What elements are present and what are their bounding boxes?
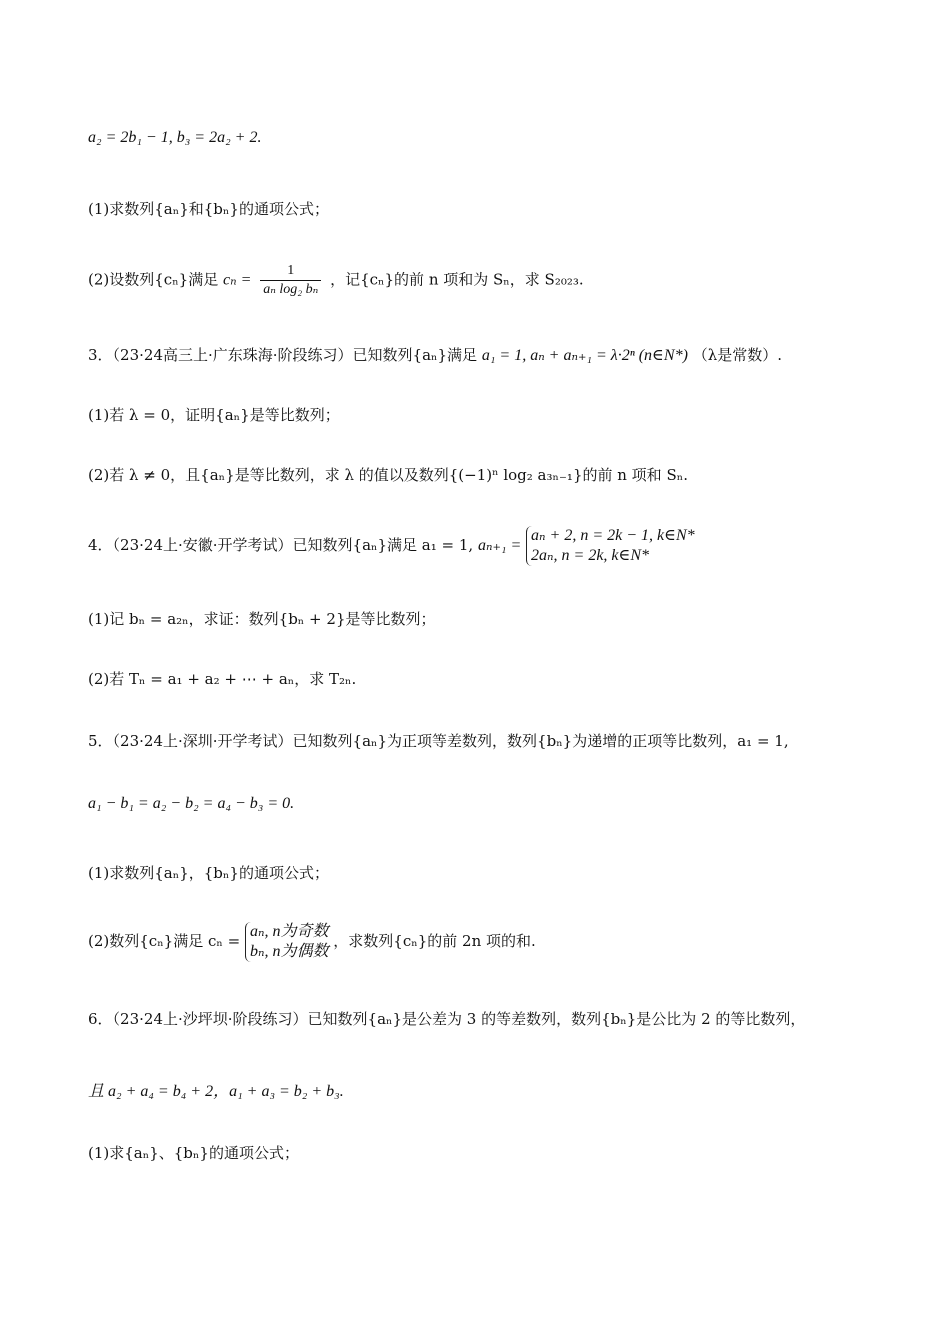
q6-condition: 且 a₂ + a₄ = b₄ + 2，a₁ + a₃ = b₂ + b₃. bbox=[88, 1083, 344, 1100]
q5-condition: a₁ − b₁ = a₂ − b₂ = a₄ − b₃ = 0. bbox=[88, 795, 295, 812]
q6-title: 6．（23·24上·沙坪坝·阶段练习）已知数列{aₙ}是公差为 3 的等差数列，数列{bₙ}是公比为 2 的等比数列， bbox=[88, 1010, 806, 1028]
q3-part1: (1)若 λ = 0，证明{aₙ}是等比数列； bbox=[88, 406, 340, 424]
fraction: $\frac{1}{\text{aₙ log₂ bₙ}}$ bbox=[260, 262, 321, 299]
q5-part1: (1)求数列{aₙ}，{bₙ}的通项公式； bbox=[88, 864, 329, 882]
q6-part1: (1)求{aₙ}、{bₙ}的通项公式； bbox=[88, 1144, 299, 1162]
q3-part2: (2)若 λ ≠ 0，且{aₙ}是等比数列，求 λ 的值以及数列{(−1)ⁿ log₂ a₃ₙ₋₁}的前 n 项和 Sₙ. bbox=[88, 466, 688, 484]
q4-title: 4．（23·24上·安徽·开学考试）已知数列{aₙ}满足 a₁ = 1, aₙ₊₁ = aₙ + 2, n = 2k − 1, k∈N* 2aₙ, n = 2k, k∈N* bbox=[88, 527, 695, 564]
q5-title: 5．（23·24上·深圳·开学考试）已知数列{aₙ}为正项等差数列，数列{bₙ}为递增的正项等比数列，a₁ = 1, bbox=[88, 732, 789, 750]
q3-title: 3．（23·24高三上·广东珠海·阶段练习）已知数列{aₙ}满足 a₁ = 1, aₙ + aₙ₊₁ = λ·2ⁿ (n∈N*) （λ是常数）. bbox=[88, 346, 782, 364]
q2-condition: a₂ = 2b₁ − 1, b₃ = 2a₂ + 2. bbox=[88, 129, 262, 146]
q5-part2: (2)数列{cₙ}满足 cₙ = aₙ, n为奇数 bₙ, n为偶数 ，求数列{cₙ}的前 2n 项的和. bbox=[88, 923, 536, 960]
q2-part1: (1)求数列{aₙ}和{bₙ}的通项公式； bbox=[88, 200, 329, 218]
q2-part2: (2)设数列{cₙ}满足 cₙ = $\frac{1}{\text{aₙ log₂ bₙ}}$ ，记{cₙ}的前 n 项和为 Sₙ，求 S₂₀₂₃. bbox=[88, 263, 584, 297]
q4-part1: (1)记 bₙ = a₂ₙ，求证：数列{bₙ + 2}是等比数列； bbox=[88, 610, 436, 628]
piecewise-definition: aₙ + 2, n = 2k − 1, k∈N* 2aₙ, n = 2k, k∈N* bbox=[526, 526, 695, 566]
q4-part2: (2)若 Tₙ = a₁ + a₂ + ⋯ + aₙ，求 T₂ₙ. bbox=[88, 670, 357, 688]
piecewise-definition: aₙ, n为奇数 bₙ, n为偶数 bbox=[245, 922, 329, 962]
